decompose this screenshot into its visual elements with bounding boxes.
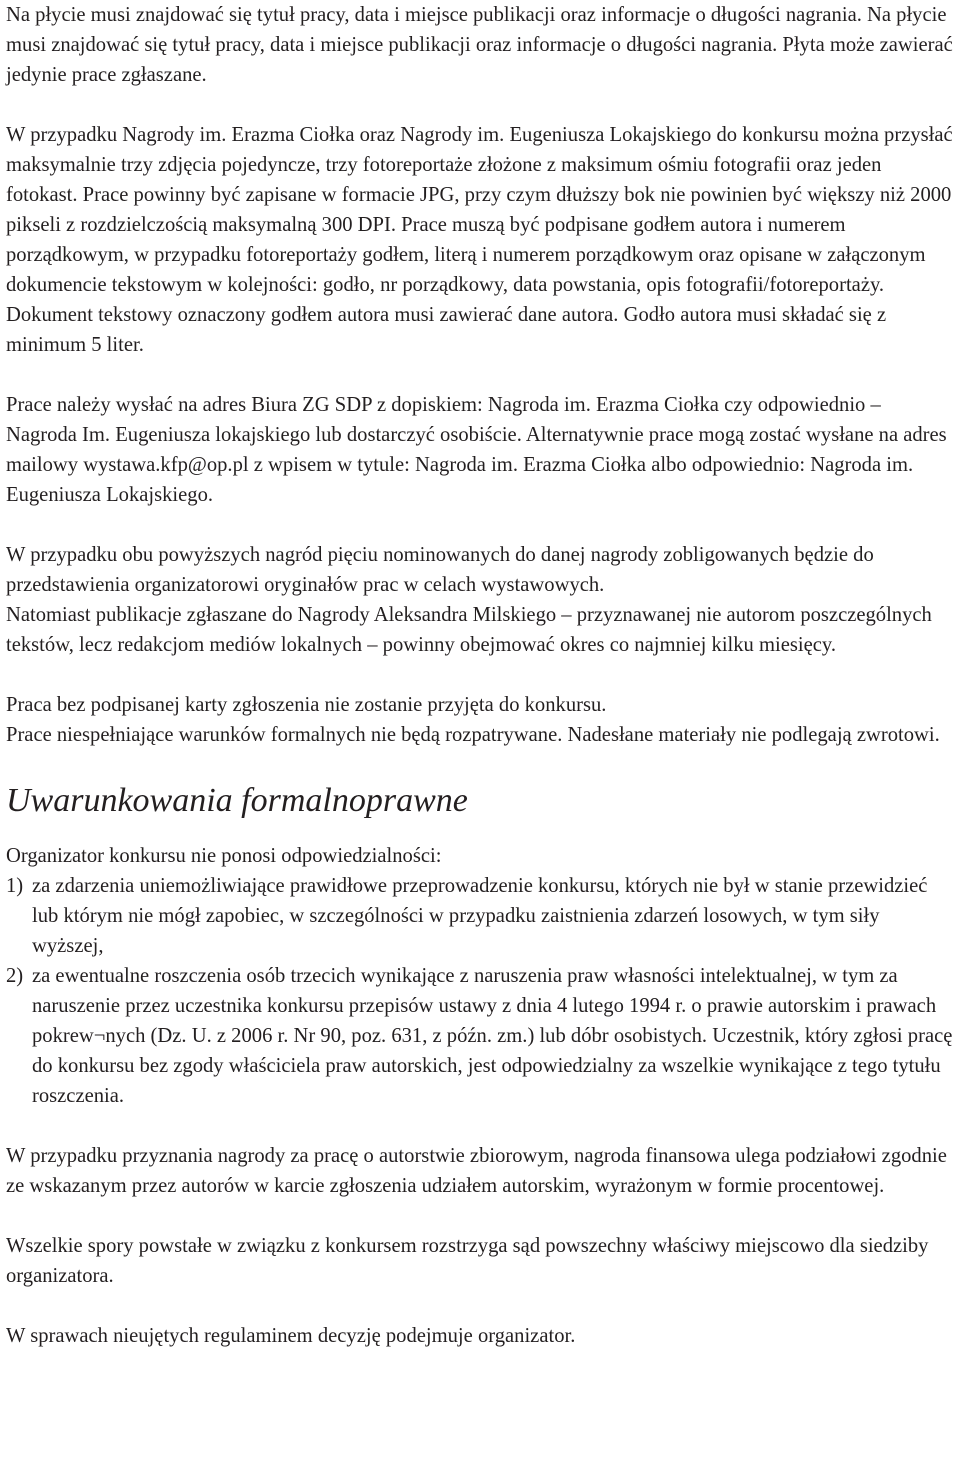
- list-item-number: 2): [6, 965, 24, 987]
- paragraph-entry-form-required: Praca bez podpisanej karty zgłoszenia nie zostanie przyjęta do konkursu.: [6, 694, 607, 716]
- list-item: [6, 961, 954, 1111]
- paragraph-nominees-originals: W przypadku obu powyższych nagród pięciu nominowanych do danej nagrody zobligowanych będzie do przedstawienia organizatorowi oryginałów prac w celach wystawowych.: [6, 544, 874, 596]
- section-heading-legal: Uwarunkowania formalnoprawne: [6, 782, 468, 819]
- paragraph-photo-submission-rules: W przypadku Nagrody im. Erazma Ciołka oraz Nagrody im. Eugeniusza Lokajskiego do konkursu można przysłać maksymalnie trzy zdjęcia pojedyncze, trzy fotoreportaże złożone z maksimum ośmiu fotografii oraz jeden fotokast. Prace powinny być zapisane w formacie JPG, przy czym dłuższy bok nie powinien być większy niż 2000 pikseli z rozdzielczością maksymalną 300 DPI. Prace muszą być podpisane godłem autora i numerem porządkowym, w przypadku fotoreportaży godłem, literą i numerem porządkowym oraz opisane w załączonym dokumencie tekstowym w kolejności: godło, nr porządkowy, data powstania, opis fotografii/fotoreportaży. Dokument tekstowy oznaczony godłem autora musi zawierać dane autora. Godło autora musi składać się z minimum 5 liter.: [6, 124, 953, 356]
- paragraph-formal-requirements: Prace niespełniające warunków formalnych nie będą rozpatrywane. Nadesłane materiały nie podlegają zwrotowi.: [6, 724, 940, 746]
- paragraph-disputes: Wszelkie spory powstałe w związku z konkursem rozstrzyga sąd powszechny właściwy miejscowo dla siedziby organizatora.: [6, 1235, 929, 1287]
- list-item-text: za zdarzenia uniemożliwiające prawidłowe przeprowadzenie konkursu, których nie był w stanie przewidzieć lub którym nie mógł zapobiec, w szczególności w przypadku zaistnienia zdarzeń losowych, w tym siły wyższej,: [32, 875, 928, 957]
- paragraph-recording-info: Na płycie musi znajdować się tytuł pracy, data i miejsce publikacji oraz informacje o długości nagrania. Na płycie musi znajdować się tytuł pracy, data i miejsce publikacji oraz informacje o długości nagrania. Płyta może zawierać jedynie prace zgłaszane.: [6, 4, 953, 86]
- list-item: [6, 871, 954, 961]
- paragraph-milski-award: Natomiast publikacje zgłaszane do Nagrody Aleksandra Milskiego – przyznawanej nie autorom poszczególnych tekstów, lecz redakcjom mediów lokalnych – powinny obejmować okres co najmniej kilku miesięcy.: [6, 604, 932, 656]
- paragraph-collective-authorship: W przypadku przyznania nagrody za pracę o autorstwie zbiorowym, nagroda finansowa ulega podziałowi zgodnie ze wskazanym przez autorów w karcie zgłoszenia udziałem autorskim, wyrażonym w formie procentowej.: [6, 1145, 947, 1197]
- paragraph-final-decision: W sprawach nieujętych regulaminem decyzję podejmuje organizator.: [6, 1325, 576, 1347]
- liability-list: [6, 871, 954, 1111]
- paragraph-submission-address: Prace należy wysłać na adres Biura ZG SDP z dopiskiem: Nagroda im. Erazma Ciołka czy odpowiednio – Nagroda Im. Eugeniusza lokajskiego lub dostarczyć osobiście. Alternatywnie prace mogą zostać wysłane na adres mailowy wystawa.kfp@op.pl z wpisem w tytule: Nagroda im. Erazma Ciołka albo odpowiednio: Nagroda im. Eugeniusza Lokajskiego.: [6, 394, 947, 506]
- list-item-text: za ewentualne roszczenia osób trzecich wynikające z naruszenia praw własności intelektualnej, w tym za naruszenie przez uczestnika konkursu przepisów ustawy z dnia 4 lutego 1994 r. o prawie autorskim i prawach pokrew¬nych (Dz. U. z 2006 r. Nr 90, poz. 631, z późn. zm.) lub dóbr osobistych. Uczestnik, który zgłosi pracę do konkursu bez zgody właściciela praw autorskich, jest odpowiedzialny za wszelkie wynikające z tego tytułu roszczenia.: [32, 965, 953, 1107]
- liability-intro: Organizator konkursu nie ponosi odpowiedzialności:: [6, 845, 442, 867]
- list-item-number: 1): [6, 875, 24, 897]
- document-page: [6, 0, 954, 1351]
